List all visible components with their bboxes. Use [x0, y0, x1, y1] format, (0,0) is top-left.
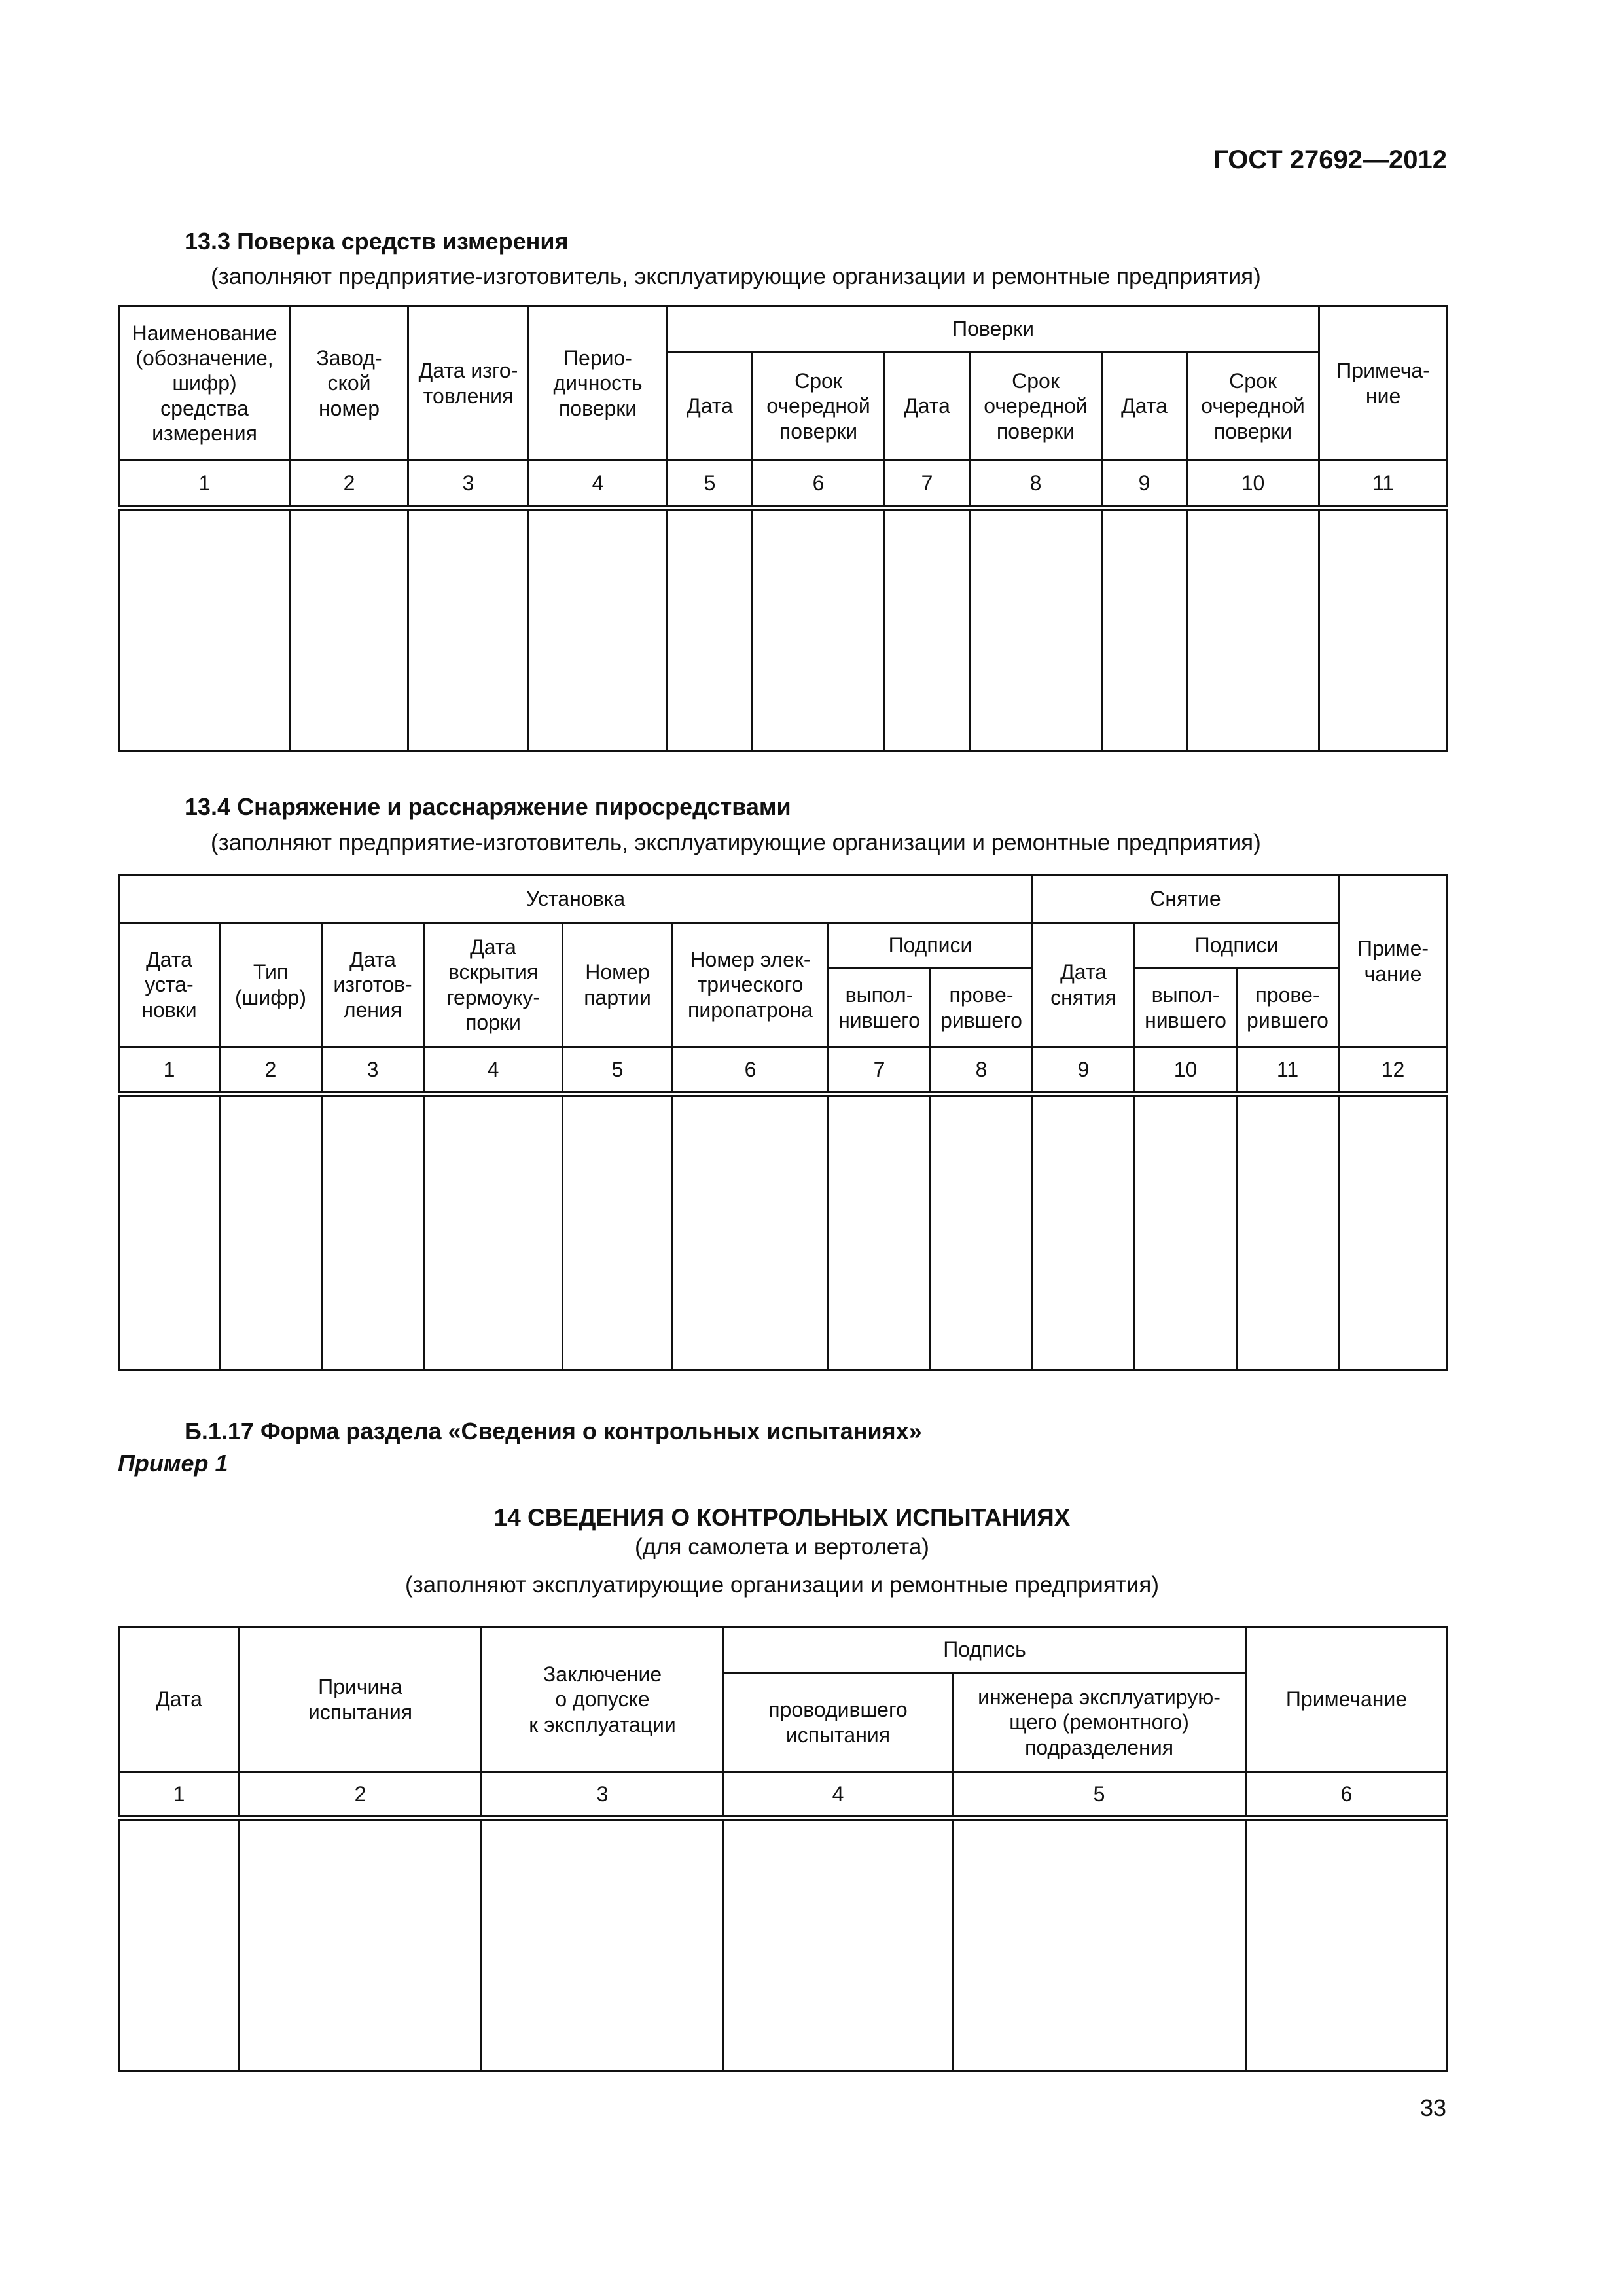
column-number: 7	[885, 461, 970, 508]
header-instrument-name: Наименование (обозначение, шифр) средства измерения	[119, 306, 291, 461]
header-next-verification-1: Срок очередной поверки	[753, 352, 885, 461]
header-manufacture-date: Дата изготов- ления	[322, 923, 424, 1047]
data-cell[interactable]	[953, 1818, 1246, 2071]
column-number: 3	[482, 1772, 724, 1818]
header-installation: Установка	[119, 876, 1033, 923]
column-number: 11	[1319, 461, 1448, 508]
data-cell[interactable]	[1339, 1094, 1448, 1371]
table-pyrotechnics	[118, 874, 1448, 1371]
header-type: Тип (шифр)	[220, 923, 322, 1047]
section-14-heading: 14 СВЕДЕНИЯ О КОНТРОЛЬНЫХ ИСПЫТАНИЯХ	[493, 1504, 1071, 1531]
header-removal-signatures: Подписи	[1135, 923, 1339, 969]
column-number: 8	[970, 461, 1102, 508]
data-cell[interactable]	[240, 1818, 482, 2071]
header-next-verification-3: Срок очередной поверки	[1187, 352, 1319, 461]
column-number: 3	[322, 1047, 424, 1094]
data-cell[interactable]	[1319, 508, 1448, 751]
column-number: 1	[119, 461, 291, 508]
table-control-tests	[118, 1626, 1448, 2072]
header-squib-number: Номер элек- трического пиропатрона	[673, 923, 829, 1047]
header-install-signatures: Подписи	[829, 923, 1033, 969]
column-number: 2	[220, 1047, 322, 1094]
data-cell[interactable]	[724, 1818, 953, 2071]
column-number: 12	[1339, 1047, 1448, 1094]
header-performed-by: выпол- нившего	[829, 969, 931, 1047]
data-cell[interactable]	[885, 508, 970, 751]
header-manufacture-date: Дата изго- товления	[408, 306, 529, 461]
data-cell[interactable]	[563, 1094, 673, 1371]
header-verification-date-2: Дата	[885, 352, 970, 461]
column-number: 4	[724, 1772, 953, 1818]
example-label: Пример 1	[118, 1450, 228, 1477]
data-cell[interactable]	[1033, 1094, 1135, 1371]
data-cell[interactable]	[119, 508, 291, 751]
column-number: 2	[240, 1772, 482, 1818]
data-cell[interactable]	[424, 1094, 563, 1371]
data-cell[interactable]	[668, 508, 753, 751]
column-number: 9	[1033, 1047, 1135, 1094]
data-cell[interactable]	[119, 1094, 220, 1371]
column-number: 6	[673, 1047, 829, 1094]
data-cell[interactable]	[1135, 1094, 1237, 1371]
header-removal: Снятие	[1033, 876, 1339, 923]
section-13-3-title: 13.3 Поверка средств измерения	[185, 228, 569, 255]
section-14-heading-sub: (для самолета и вертолета)	[635, 1534, 929, 1560]
section-14-subtitle: (заполняют эксплуатирующие организации и ремонтные предприятия)	[404, 1572, 1159, 1598]
table-verification	[118, 305, 1448, 752]
header-install-date: Дата уста- новки	[119, 923, 220, 1047]
data-cell[interactable]	[753, 508, 885, 751]
header-note: Примечание	[1246, 1627, 1448, 1772]
column-number: 11	[1237, 1047, 1339, 1094]
data-cell[interactable]	[970, 508, 1102, 751]
column-number: 9	[1102, 461, 1187, 508]
column-number: 4	[424, 1047, 563, 1094]
column-number: 5	[563, 1047, 673, 1094]
data-cell[interactable]	[529, 508, 668, 751]
header-next-verification-2: Срок очередной поверки	[970, 352, 1102, 461]
data-cell[interactable]	[829, 1094, 931, 1371]
document-number: ГОСТ 27692—2012	[1213, 145, 1447, 174]
column-number: 7	[829, 1047, 931, 1094]
header-signature: Подпись	[724, 1627, 1246, 1673]
column-number: 8	[931, 1047, 1033, 1094]
data-cell[interactable]	[322, 1094, 424, 1371]
header-verifications: Поверки	[668, 306, 1319, 352]
header-note: Приме- чание	[1339, 876, 1448, 1047]
column-number: 6	[753, 461, 885, 508]
data-cell[interactable]	[1187, 508, 1319, 751]
data-cell[interactable]	[119, 1818, 240, 2071]
header-test-reason: Причина испытания	[240, 1627, 482, 1772]
column-number: 3	[408, 461, 529, 508]
header-checked-by: прове- рившего	[931, 969, 1033, 1047]
column-number: 1	[119, 1047, 220, 1094]
data-cell[interactable]	[291, 508, 408, 751]
header-note: Примеча- ние	[1319, 306, 1448, 461]
section-b-1-17-title: Б.1.17 Форма раздела «Сведения о контрольных испытаниях»	[185, 1418, 922, 1444]
column-number: 5	[668, 461, 753, 508]
header-verification-date-3: Дата	[1102, 352, 1187, 461]
section-13-4-subtitle: (заполняют предприятие-изготовитель, эксплуатирующие организации и ремонтные предприятия)	[211, 830, 1261, 855]
header-checked-by: прове- рившего	[1237, 969, 1339, 1047]
column-number: 1	[119, 1772, 240, 1818]
section-13-3-subtitle: (заполняют предприятие-изготовитель, эксплуатирующие организации и ремонтные предприятия)	[211, 264, 1261, 289]
page-number: 33	[1419, 2094, 1446, 2121]
header-batch-number: Номер партии	[563, 923, 673, 1047]
section-13-4-title: 13.4 Снаряжение и расснаряжение пиросредствами	[185, 793, 791, 820]
data-cell[interactable]	[220, 1094, 322, 1371]
header-admission-conclusion: Заключение о допуске к эксплуатации	[482, 1627, 724, 1772]
column-number: 10	[1187, 461, 1319, 508]
header-factory-number: Завод- ской номер	[291, 306, 408, 461]
header-removal-date: Дата снятия	[1033, 923, 1135, 1047]
column-number: 5	[953, 1772, 1246, 1818]
column-number: 6	[1246, 1772, 1448, 1818]
header-opening-date: Дата вскрытия гермоуку- порки	[424, 923, 563, 1047]
data-cell[interactable]	[673, 1094, 829, 1371]
header-date: Дата	[119, 1627, 240, 1772]
data-cell[interactable]	[1246, 1818, 1448, 2071]
data-cell[interactable]	[1237, 1094, 1339, 1371]
column-number: 10	[1135, 1047, 1237, 1094]
data-cell[interactable]	[482, 1818, 724, 2071]
header-engineer: инженера эксплуатирую- щего (ремонтного) подразделения	[953, 1673, 1246, 1772]
column-number: 2	[291, 461, 408, 508]
data-cell[interactable]	[408, 508, 529, 751]
header-performed-by: выпол- нившего	[1135, 969, 1237, 1047]
data-cell[interactable]	[931, 1094, 1033, 1371]
header-tester: проводившего испытания	[724, 1673, 953, 1772]
header-verification-date-1: Дата	[668, 352, 753, 461]
header-periodicity: Перио- дичность поверки	[529, 306, 668, 461]
data-cell[interactable]	[1102, 508, 1187, 751]
column-number: 4	[529, 461, 668, 508]
